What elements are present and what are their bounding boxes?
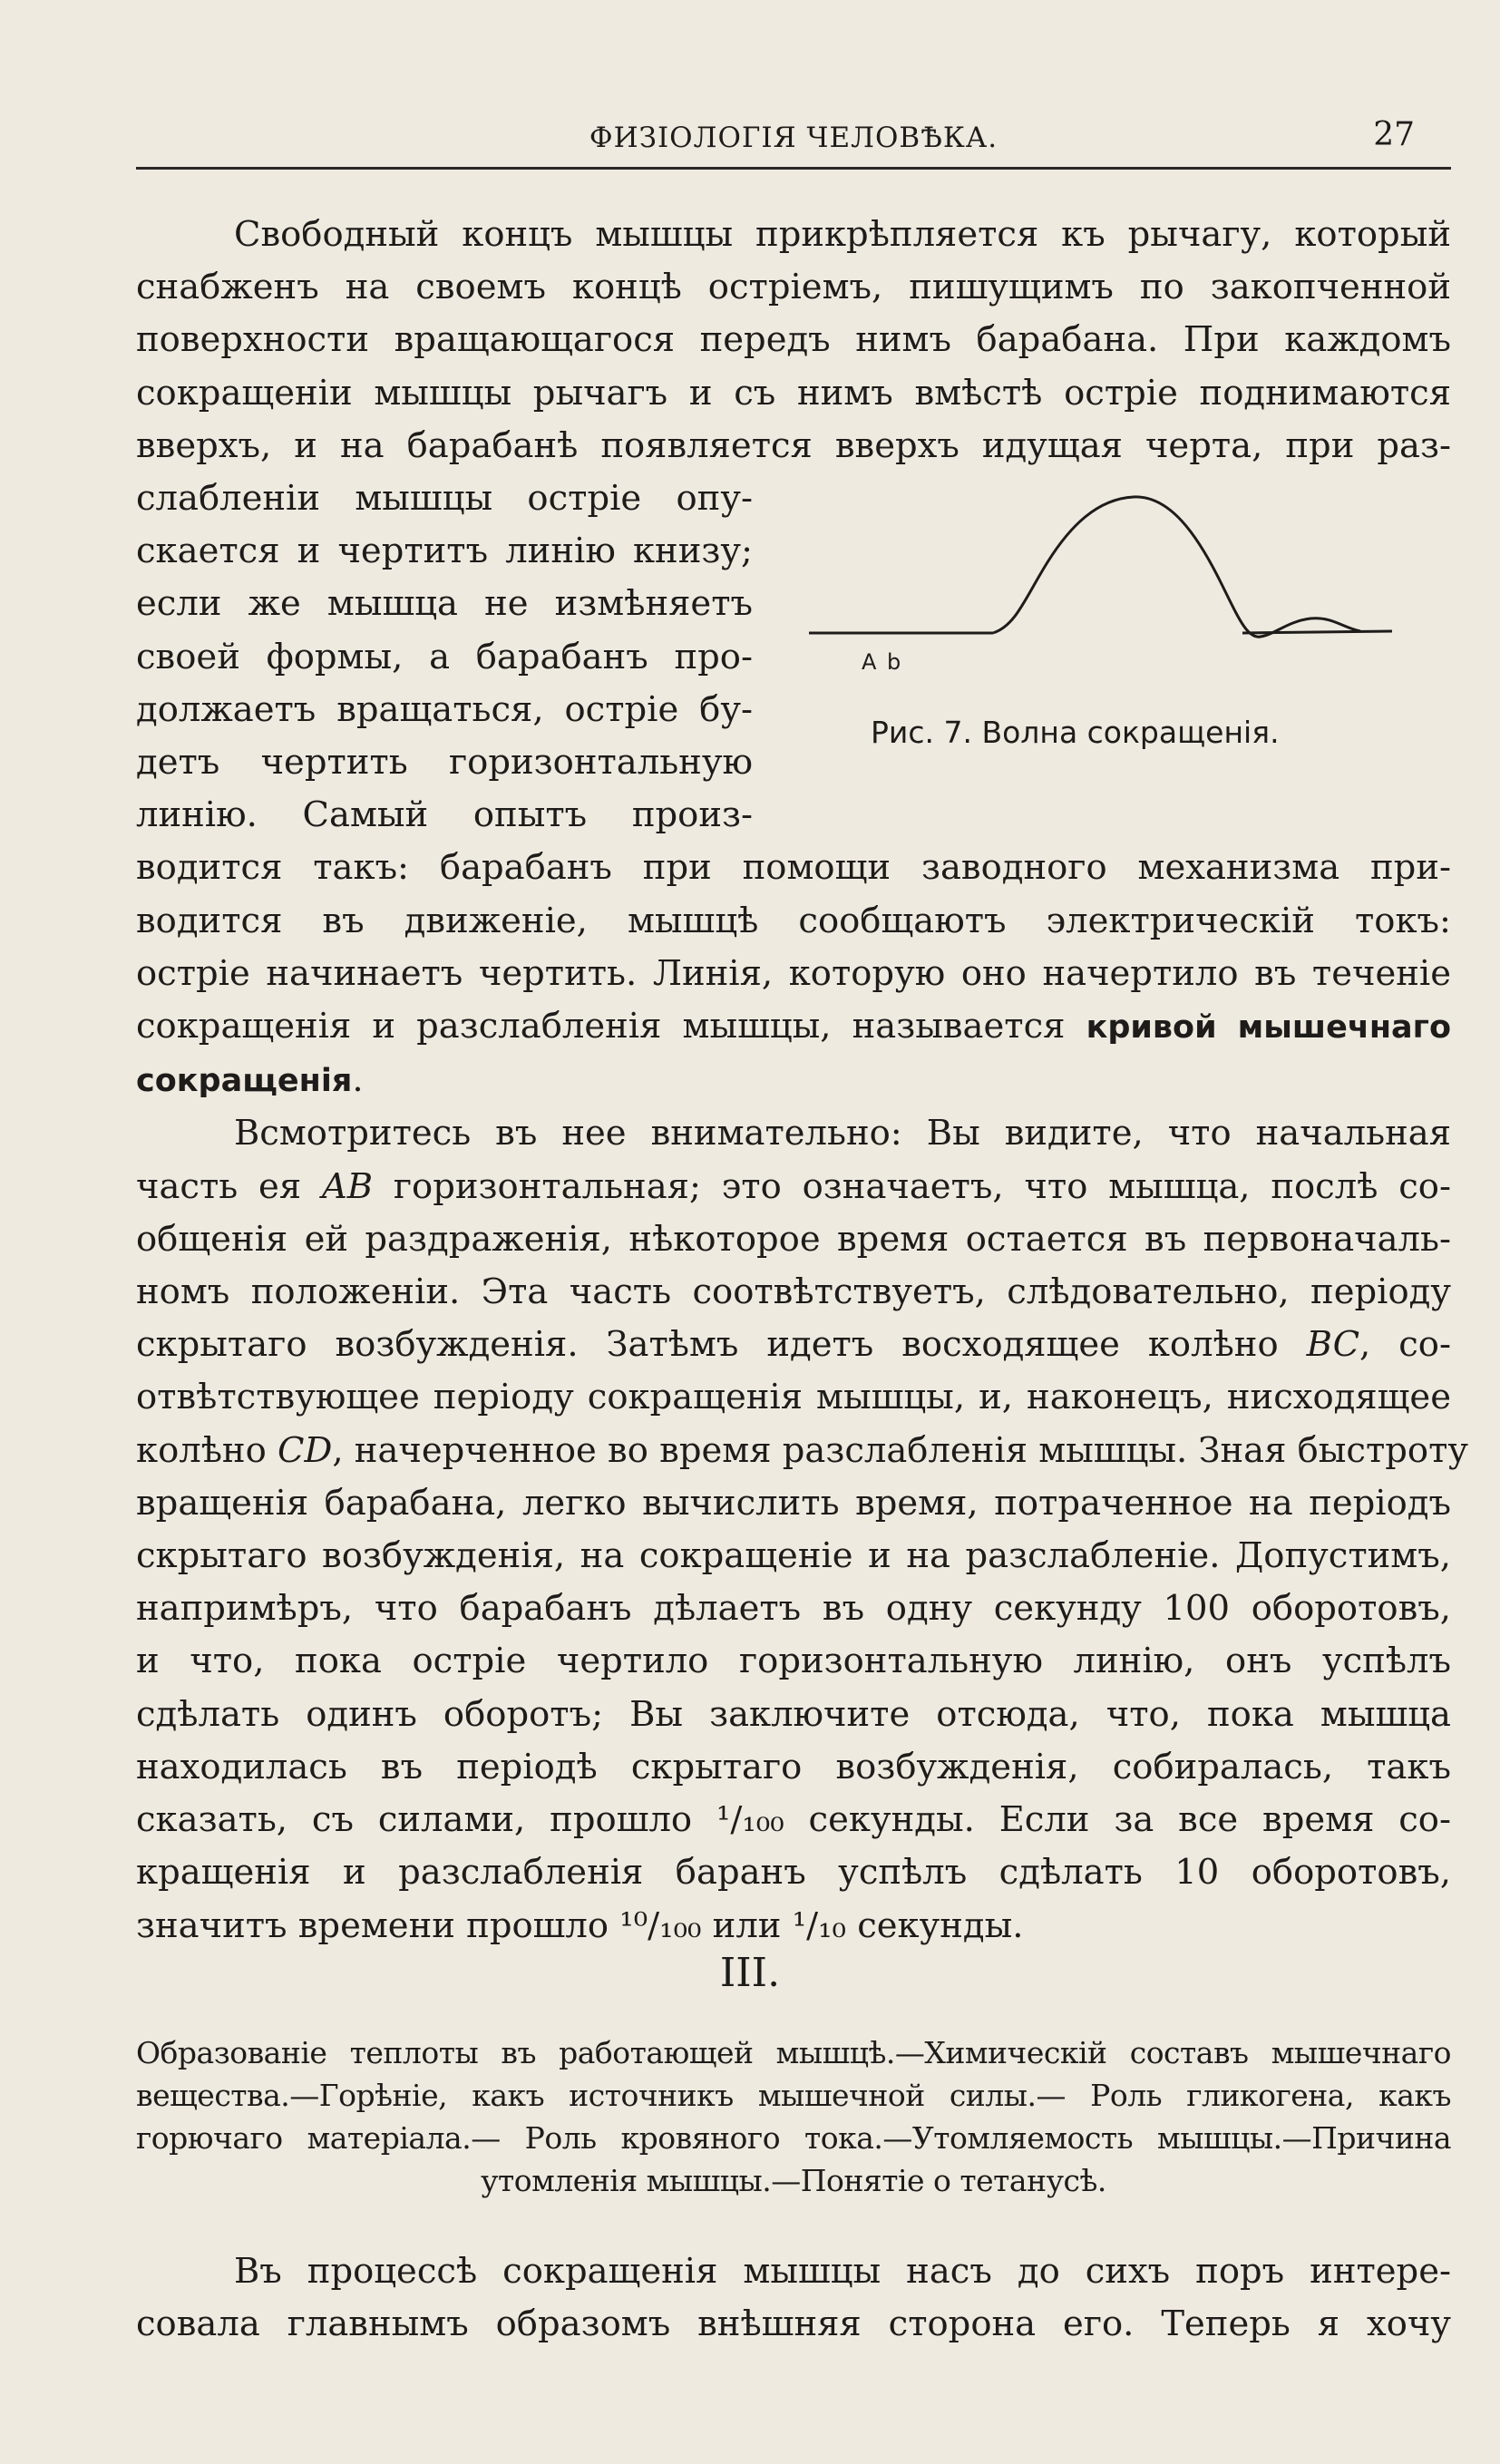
text-line: Въ процессѣ сокращенія мышцы насъ до сихъ поръ интере-: [234, 2251, 1451, 2292]
figure-caption: Рис. 7. Волна сокращенія.: [871, 715, 1280, 750]
text-line: своей формы, а барабанъ про-: [136, 636, 753, 677]
text-line: линію. Самый опытъ произ-: [136, 794, 753, 836]
page-number: 27: [1373, 116, 1415, 153]
text-fragment: горизонтальная; это означаетъ, что мышца, послѣ со-: [373, 1165, 1451, 1207]
segment-label: BC: [1306, 1324, 1360, 1366]
page-header: [136, 116, 1451, 170]
text-line: и что, пока остріе чертило горизонтальную линію, онъ успѣлъ: [136, 1641, 1451, 1682]
bold-term: кривой мышечнаго: [1086, 1009, 1451, 1047]
summary-line: горючаго матеріала.— Роль кровяного тока.—Утомляемость мышцы.—Причина: [136, 2120, 1451, 2156]
text-line: [136, 1000, 1451, 1054]
text-line: общенія ей раздраженія, нѣкоторое время остается въ первоначаль-: [136, 1218, 1451, 1260]
text-fragment: , со-: [1359, 1324, 1451, 1366]
figure-contraction-wave: [798, 472, 1406, 780]
text-line: номъ положеніи. Эта часть соотвѣтствуетъ, слѣдовательно, періоду: [136, 1271, 1451, 1313]
text-line: остріе начинаетъ чертить. Линія, которую оно начертило въ теченіе: [136, 952, 1451, 994]
text-line: вверхъ, и на барабанѣ появляется вверхъ идущая черта, при раз-: [136, 424, 1451, 466]
text-line: напримѣръ, что барабанъ дѣлаетъ въ одну секунду 100 оборотовъ,: [136, 1588, 1451, 1630]
text-line: отвѣтствующее періоду сокращенія мышцы, и, наконецъ, нисходящее: [136, 1377, 1451, 1418]
text-line: вращенія барабана, легко вычислить время, потраченное на періодъ: [136, 1482, 1451, 1524]
curve-label-a: A: [862, 649, 877, 675]
text-line: Свободный концъ мышцы прикрѣпляется къ рычагу, который: [234, 214, 1451, 255]
summary-line: утомленія мышцы.—Понятіе о тетанусѣ.: [481, 2163, 1106, 2198]
text-line: поверхности вращающагося передъ нимъ барабана. При каждомъ: [136, 319, 1451, 361]
text-line: значитъ времени прошло ¹⁰/₁₀₀ или ¹/₁₀ секунды.: [136, 1904, 1024, 1946]
bold-term: сокращенія: [136, 1063, 353, 1100]
contraction-curve: [993, 497, 1360, 637]
text-line: водится въ движеніе, мышцѣ сообщаютъ электрическій токъ:: [136, 900, 1451, 941]
text-line: Всмотритесь въ нее внимательно: Вы видите, что начальная: [234, 1113, 1451, 1154]
text-line: скается и чертитъ линію книзу;: [136, 531, 753, 572]
text-fragment: скрытаго возбужденія. Затѣмъ идетъ восходящее колѣно: [136, 1324, 1307, 1366]
text-fragment: сокращенія и разслабленія мышцы, называется: [136, 1006, 1086, 1047]
contraction-curve-diagram: [798, 472, 1406, 707]
text-line: сокращеніи мышцы рычагъ и съ нимъ вмѣстѣ остріе поднимаются: [136, 372, 1451, 414]
text-line: должаетъ вращаться, остріе бу-: [136, 688, 753, 730]
section-summary: [136, 2031, 1451, 2202]
text-fragment: , начерченное во время разслабленія мышцы. Зная быстроту: [332, 1429, 1469, 1471]
text-line: если же мышца не измѣняетъ: [136, 583, 753, 625]
text-line: сказать, съ силами, прошло ¹/₁₀₀ секунды. Если за все время со-: [136, 1799, 1451, 1841]
section-number: III.: [719, 1950, 781, 1996]
segment-label: CD: [278, 1429, 333, 1471]
body-text: [136, 209, 1469, 1953]
summary-line: Образованіе теплоты въ работающей мышцѣ.—Химическій составъ мышечнаго: [136, 2035, 1451, 2070]
text-fragment: колѣно: [136, 1429, 278, 1471]
segment-label: AB: [321, 1165, 374, 1207]
text-line: сдѣлать одинъ оборотъ; Вы заключите отсюда, что, пока мышца: [136, 1693, 1451, 1735]
next-paragraph: [136, 2245, 1451, 2351]
text-fragment: часть ея: [136, 1165, 322, 1207]
text-fragment: .: [352, 1059, 364, 1101]
text-line: [136, 1161, 1451, 1213]
curve-label-b: b: [887, 649, 901, 675]
text-line: кращенія и разслабленія баранъ успѣлъ сдѣлать 10 оборотовъ,: [136, 1852, 1451, 1894]
text-line: скрытаго возбужденія, на сокращеніе и на разслабленіе. Допустимъ,: [136, 1535, 1451, 1577]
text-line: находилась въ періодѣ скрытаго возбужденія, собиралась, такъ: [136, 1746, 1451, 1787]
text-line: [136, 1054, 1451, 1107]
text-line: снабженъ на своемъ концѣ остріемъ, пишущимъ по закопченной: [136, 267, 1451, 308]
text-line: [136, 1425, 1469, 1477]
curve-baseline-right: [1242, 631, 1392, 633]
text-line: слабленіи мышцы остріе опу-: [136, 478, 753, 520]
text-line: водится такъ: барабанъ при помощи заводного механизма при-: [136, 847, 1451, 889]
text-line: совала главнымъ образомъ внѣшняя сторона его. Теперь я хочу: [136, 2303, 1451, 2344]
summary-line: вещества.—Горѣніе, какъ источникъ мышечной силы.— Роль гликогена, какъ: [136, 2078, 1451, 2113]
text-line: [136, 1319, 1451, 1371]
text-line: детъ чертить горизонтальную: [136, 742, 753, 784]
running-head: ФИЗІОЛОГІЯ ЧЕЛОВѢКА.: [589, 122, 998, 154]
